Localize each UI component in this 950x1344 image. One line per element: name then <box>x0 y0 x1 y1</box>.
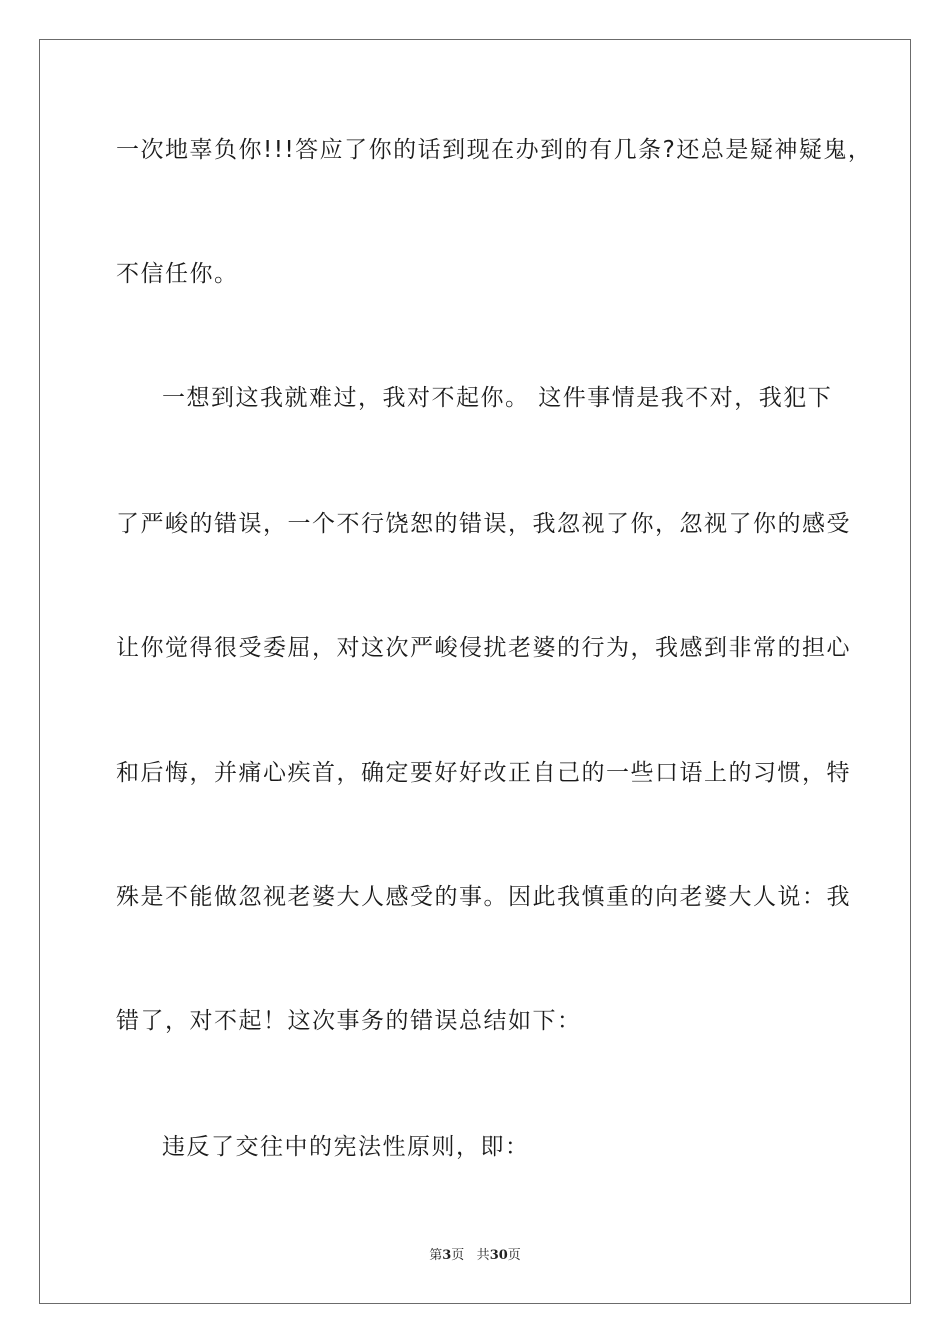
body-text-line: 和后悔，并痛心疾首，确定要好好改正自己的一些口语上的习惯，特 <box>116 760 851 786</box>
footer-page-number: 3 <box>442 1248 452 1263</box>
paragraph-start-line: 违反了交往中的宪法性原则，即： <box>162 1134 530 1160</box>
footer-total-number: 30 <box>489 1248 508 1263</box>
footer-page-suffix: 页 <box>451 1248 465 1263</box>
paragraph-start-line: 一想到这我就难过，我对不起你。 这件事情是我不对，我犯下 <box>162 385 833 411</box>
footer-total-suffix: 页 <box>507 1248 521 1263</box>
body-text-line: 一次地辜负你!!!答应了你的话到现在办到的有几条?还总是疑神疑鬼， <box>116 137 873 163</box>
body-text-line: 殊是不能做忽视老婆大人感受的事。因此我慎重的向老婆大人说：我 <box>116 884 851 910</box>
page-border <box>39 39 911 1304</box>
footer-page-prefix: 第 <box>429 1248 443 1263</box>
body-text-line: 错了，对不起！这次事务的错误总结如下： <box>116 1008 582 1034</box>
footer-total-prefix: 共 <box>476 1248 490 1263</box>
page-footer <box>0 1247 950 1265</box>
body-text-line: 不信任你。 <box>116 261 239 287</box>
body-text-line: 了严峻的错误，一个不行饶恕的错误，我忽视了你，忽视了你的感受 <box>116 511 851 537</box>
body-text-line: 让你觉得很受委屈，对这次严峻侵扰老婆的行为，我感到非常的担心 <box>116 635 851 661</box>
